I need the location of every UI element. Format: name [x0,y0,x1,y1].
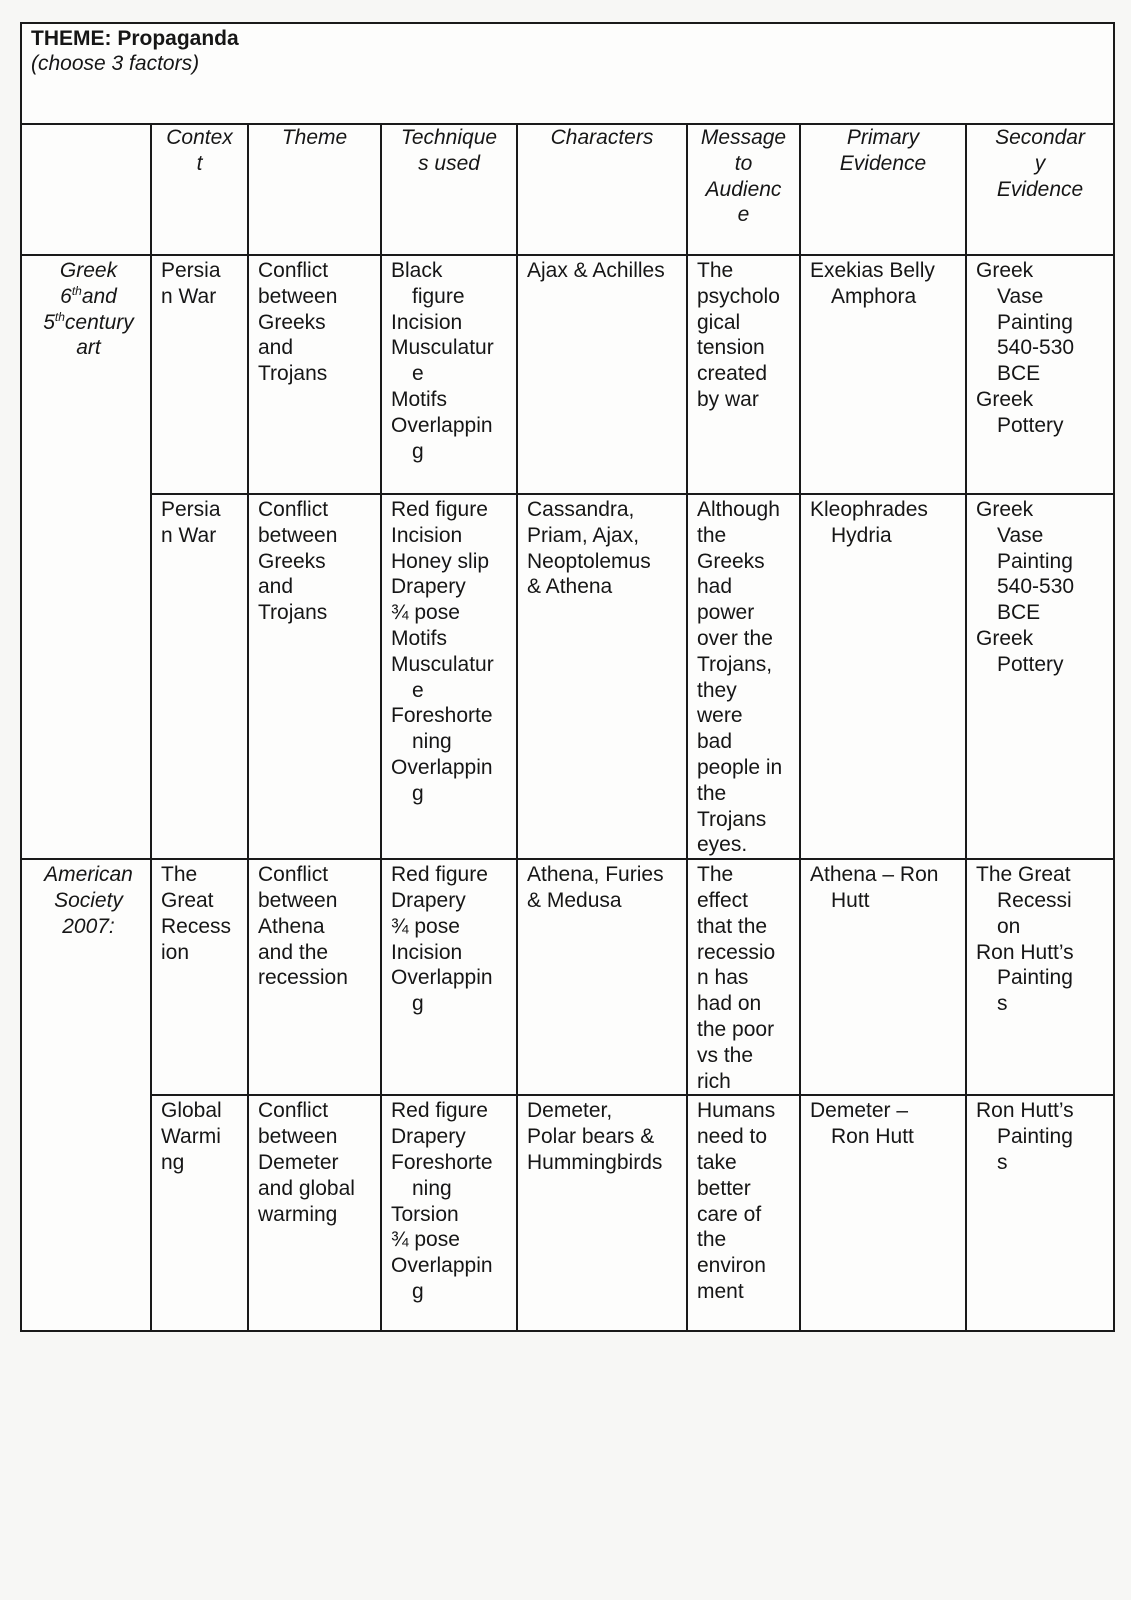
cell-line: The [161,863,198,887]
cell-line: Humans [697,1099,776,1123]
row-group-label [21,859,151,1331]
cell-line: Overlappin [391,1254,493,1278]
cell-line: BCE [997,601,1041,625]
cell-line: Pottery [997,413,1064,437]
secondary-evidence-cell [966,1095,1114,1331]
theme-cell [248,494,381,859]
cell-line: Cassandra, [527,498,635,521]
cell-line: Incision [391,940,463,964]
cell-line: Athena [258,914,325,938]
group-label-text: and 5 [43,284,117,334]
cell-line: s [997,1150,1008,1174]
cell-line: Overlappin [391,755,493,779]
cell-line: Ajax & Achilles [527,259,665,282]
header-row [21,124,1114,255]
theme-subtitle: (choose 3 factors) [31,52,200,75]
cell-line: Conflict [258,498,329,521]
cell-line: Motifs [391,626,448,650]
cell-line: Greek [976,387,1034,411]
cell-line: care of [697,1202,762,1226]
cell-line: and the [258,940,329,964]
cell-line: Greek [976,626,1034,650]
ordinal-suffix: th [54,309,65,324]
cell-line: ¾ pose [391,914,460,938]
cell-line: over the [697,626,773,650]
cell-line: on [997,914,1021,938]
cell-line: power [697,601,755,625]
theme-cell [248,859,381,1095]
cell-line: Black [391,259,443,282]
cell-line: effect [697,888,748,912]
cell-line: Greeks [697,549,765,573]
group-label-text: Greek 6 [59,259,118,308]
cell-line: Incision [391,310,463,334]
cell-line: Pottery [997,652,1064,676]
cell-line: Drapery [391,888,466,912]
theme-cell [248,255,381,494]
cell-line: n War [161,284,217,308]
cell-line: environ [697,1254,766,1278]
cell-line: Torsion [391,1202,459,1226]
characters-cell [517,1095,687,1331]
cell-line: Ron Hutt [831,1125,914,1149]
cell-line: Trojans [258,601,328,625]
cell-line: by war [697,387,759,411]
cell-line: Greeks [258,549,326,573]
message-cell [687,494,800,859]
cell-line: they [697,678,737,702]
theme-title: THEME: Propaganda [31,27,239,50]
cell-line: had on [697,992,762,1016]
context-cell [151,494,248,859]
cell-line: Trojans, [697,652,773,676]
cell-line: Priam, Ajax, [527,523,640,547]
cell-line: ¾ pose [391,601,460,625]
cell-line: Greeks [258,310,326,334]
cell-line: gical [697,310,741,334]
cell-line: Honey slip [391,549,490,573]
cell-line: tension [697,336,765,360]
cell-line: that the [697,914,768,938]
cell-line: The [697,863,734,887]
techniques-cell [381,1095,517,1331]
cell-line: bad [697,730,733,754]
cell-line: Although [697,498,780,521]
table-row [21,859,1114,1095]
cell-line: Kleophrades [810,498,928,521]
cell-line: Global [161,1099,222,1123]
cell-line: Recess [161,914,232,938]
header-context [151,124,248,255]
header-text: Evidence [839,151,927,175]
cell-line: Overlappin [391,966,493,990]
cell-line: better [697,1176,751,1200]
primary-evidence-cell [800,859,966,1095]
context-cell [151,859,248,1095]
group-label-text: century art [64,310,134,360]
cell-line: Conflict [258,1099,329,1123]
cell-line: Persia [161,498,221,521]
cell-line: between [258,523,338,547]
cell-line: Demeter [258,1150,339,1174]
title-cell [21,23,1114,124]
cell-line: Demeter – [810,1099,909,1123]
cell-line: and [258,336,294,360]
header-text: Theme [281,126,348,149]
header-text: Contex [166,126,233,149]
header-characters [517,124,687,255]
header-techniques [381,124,517,255]
cell-line: Vase [997,523,1044,547]
cell-line: Painting [997,1125,1073,1149]
cell-line: g [412,439,424,463]
cell-line: Painting [997,966,1073,990]
cell-line: Persia [161,259,221,282]
cell-line: Greek [976,259,1034,282]
cell-line: Painting [997,310,1073,334]
cell-line: Musculatur [391,336,494,360]
cell-line: Athena, Furies [527,863,664,887]
header-text: to [734,151,753,175]
cell-line: eyes. [697,833,748,857]
cell-line: psycholo [697,284,780,308]
cell-line: e [412,362,424,386]
table-row [21,494,1114,859]
header-text: Evidence [996,177,1084,201]
context-cell [151,1095,248,1331]
cell-line: Ron Hutt’s [976,1099,1074,1123]
cell-line: 540-530 [997,575,1075,599]
cell-line: Foreshorte [391,704,493,728]
ordinal-suffix: th [71,283,82,298]
cell-line: & Medusa [527,888,622,912]
cell-line: need to [697,1125,768,1149]
secondary-evidence-cell [966,255,1114,494]
cell-line: ning [412,1176,452,1200]
cell-line: Hutt [831,888,870,912]
cell-line: the [697,1228,727,1252]
cell-line: Drapery [391,575,466,599]
message-cell [687,1095,800,1331]
cell-line: The [697,259,734,282]
header-text: e [737,203,750,227]
characters-cell [517,494,687,859]
cell-line: Polar bears & [527,1125,655,1149]
cell-line: Vase [997,284,1044,308]
cell-line: Incision [391,523,463,547]
context-cell [151,255,248,494]
cell-line: The Great [976,863,1071,887]
cell-line: BCE [997,362,1041,386]
cell-line: Great [161,888,214,912]
message-cell [687,255,800,494]
header-text: Audienc [705,177,782,201]
cell-line: Red figure [391,498,488,521]
cell-line: the poor [697,1017,775,1041]
cell-line: Hydria [831,523,892,547]
cell-line: Hummingbirds [527,1150,663,1174]
cell-line: Motifs [391,387,448,411]
cell-line: created [697,362,768,386]
primary-evidence-cell [800,494,966,859]
secondary-evidence-cell [966,859,1114,1095]
cell-line: Greek [976,498,1034,521]
cell-line: had [697,575,733,599]
cell-line: the [697,523,727,547]
cell-line: ment [697,1279,744,1303]
cell-line: ¾ pose [391,1228,460,1252]
cell-line: s [997,992,1008,1016]
table-row [21,255,1114,494]
cell-line: Red figure [391,863,488,887]
cell-line: vs the [697,1043,754,1067]
header-secondary-evidence [966,124,1114,255]
cell-line: ion [161,940,190,964]
header-theme [248,124,381,255]
cell-line: Demeter, [527,1099,613,1123]
group-label-text: American Society 2007: [44,863,133,938]
header-text: t [196,151,203,175]
cell-line: the [697,781,727,805]
cell-line: 540-530 [997,336,1075,360]
cell-line: Recessi [997,888,1072,912]
header-text: Message [700,126,787,149]
cell-line: n War [161,523,217,547]
cell-line: Musculatur [391,652,494,676]
message-cell [687,859,800,1095]
primary-evidence-cell [800,1095,966,1331]
cell-line: warming [258,1202,338,1226]
header-text: Technique [400,126,498,149]
cell-line: Overlappin [391,413,493,437]
table-row [21,1095,1114,1331]
cell-line: Athena – Ron [810,863,939,887]
cell-line: Red figure [391,1099,488,1123]
cell-line: ng [161,1150,185,1174]
cell-line: and [258,575,294,599]
cell-line: recessio [697,940,776,964]
cell-line: Trojans [697,807,767,831]
cell-line: between [258,1125,338,1149]
cell-line: between [258,888,338,912]
cell-line: figure [412,284,465,308]
header-blank [21,124,151,255]
cell-line: n has [697,966,749,990]
characters-cell [517,859,687,1095]
cell-line: take [697,1150,737,1174]
secondary-evidence-cell [966,494,1114,859]
characters-cell [517,255,687,494]
cell-line: Neoptolemus [527,549,651,573]
row-group-label [21,255,151,859]
cell-line: g [412,1279,424,1303]
propaganda-table [20,22,1115,1332]
cell-line: ning [412,730,452,754]
cell-line: Warmi [161,1125,221,1149]
cell-line: and global [258,1176,355,1200]
theme-cell [248,1095,381,1331]
cell-line: recession [258,966,348,990]
cell-line: rich [697,1069,731,1093]
cell-line: g [412,992,424,1016]
header-text: y [1034,151,1046,175]
cell-line: were [697,704,743,728]
cell-line: Ron Hutt’s [976,940,1074,964]
cell-line: Drapery [391,1125,466,1149]
header-primary-evidence [800,124,966,255]
cell-line: Conflict [258,863,329,887]
cell-line: g [412,781,424,805]
cell-line: & Athena [527,575,613,599]
header-message [687,124,800,255]
cell-line: between [258,284,338,308]
header-text: Primary [846,126,920,149]
cell-line: Conflict [258,259,329,282]
header-text: Characters [550,126,654,149]
cell-line: people in [697,755,783,779]
cell-line: e [412,678,424,702]
techniques-cell [381,494,517,859]
header-text: s used [418,151,480,175]
cell-line: Amphora [831,284,917,308]
cell-line: Painting [997,549,1073,573]
cell-line: Exekias Belly [810,259,935,282]
cell-line: Trojans [258,362,328,386]
techniques-cell [381,859,517,1095]
primary-evidence-cell [800,255,966,494]
cell-line: Foreshorte [391,1150,493,1174]
techniques-cell [381,255,517,494]
header-text: Secondar [995,126,1085,149]
